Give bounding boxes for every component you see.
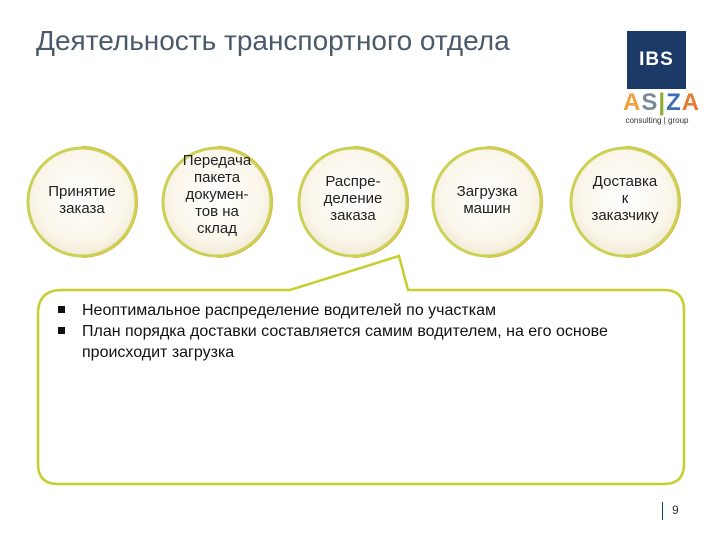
step-line: Доставка (592, 173, 658, 190)
step-line: Принятие (48, 183, 116, 200)
step-label (437, 183, 537, 217)
step-label (167, 152, 267, 237)
step-line: пакета (193, 169, 241, 186)
step-line: докумен- (185, 186, 249, 203)
step-line: склад (196, 220, 238, 237)
ibs-logo: IBS (627, 31, 686, 89)
step-line: тов на (195, 203, 239, 220)
step-line: заказа (330, 207, 376, 224)
step-line: Распре- (325, 173, 381, 190)
footer-divider (662, 502, 663, 520)
step-label (32, 183, 132, 217)
step-label (575, 173, 675, 224)
step-line: Загрузка (456, 183, 518, 200)
step-line: машин (463, 200, 511, 217)
page-number: 9 (672, 503, 679, 517)
step-line: Передача (182, 152, 252, 169)
asiza-letter: Z (666, 89, 682, 116)
bullet-list (42, 300, 662, 363)
step-line: деление (323, 190, 383, 207)
asiza-letter: S (641, 89, 659, 116)
bullet-item: План порядка доставки составляется самим водителем, на его основе происходит загрузка (42, 321, 662, 363)
step-line: к (621, 190, 629, 207)
asiza-letter: A (623, 89, 642, 116)
slide-title: Деятельность транспортного отдела (36, 25, 510, 56)
callout-panel (38, 256, 684, 484)
asiza-letter: | (658, 89, 667, 116)
step-label (303, 173, 403, 224)
step-line: заказа (59, 200, 105, 217)
asiza-letter: A (681, 89, 701, 116)
step-line: заказчику (591, 207, 659, 224)
asiza-subtitle: consulting | group (625, 116, 689, 125)
bullet-item: Неоптимальное распределение водителей по участкам (42, 300, 662, 321)
